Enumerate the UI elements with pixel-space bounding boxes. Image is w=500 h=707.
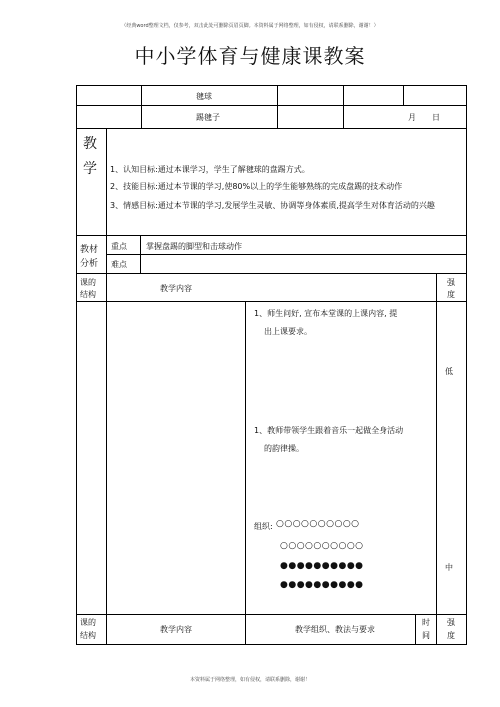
row-line-3 [76,235,467,236]
objectives-label-2: 学 [83,161,97,177]
col-line-material-a [106,235,107,273]
table-top-border [76,85,467,86]
intensity-low: 低 [445,367,453,376]
col-line-row12-c [343,85,344,129]
col-line-footer-time [415,614,416,645]
col-line-intensity [436,273,437,645]
footer-time-1: 时 [422,618,430,627]
step2-line2: 的韵律操。 [264,444,304,453]
step1-line2: 出上课要求。 [264,327,312,336]
content-header: 教学内容 [160,284,192,293]
month-label: 月 [408,113,416,122]
row-line-4 [76,273,467,274]
day-label: 日 [432,113,440,122]
footer-content-header: 教学内容 [160,625,192,634]
objective-item-2: 2、技能目标:通过本节课的学习,使80%以上的学生能够熟练的完成盘踢的技术动作 [110,182,403,191]
col-line-footer-method [245,614,246,645]
footer-note: 本资料属于网络整理，如有侵权，请联系删除，谢谢！ [189,677,310,683]
footer-intensity-1: 强 [447,618,455,627]
key-point-label: 重点 [111,242,127,251]
table-bottom-border [76,644,467,645]
row-line-1 [76,105,467,106]
difficulty-label: 难点 [111,260,127,269]
table-right-border [466,85,467,645]
page-title: 中小学体育与健康课教案 [134,44,366,68]
step1-line1: 1、师生问好, 宣布本堂课的上课内容, 提 [254,309,398,318]
topic-cell: 毽球 [196,92,212,101]
formation-row-3: ●●●●●●●●●● [280,561,364,571]
structure-header-2: 结构 [80,290,96,299]
footer-time-2: 间 [422,631,430,640]
intensity-mid: 中 [445,563,453,572]
key-point-text: 掌握盘踢的脚型和击球动作 [146,242,242,251]
formation-row-2: ○○○○○○○○○○ [280,541,364,551]
objective-item-1: 1、认知目标:通过本课学习，学生了解毽球的盘踢方式。 [110,165,310,174]
row-line-key [106,254,467,255]
col-line-row12-d [403,85,404,105]
row-line-6 [76,614,467,615]
row-line-5 [76,301,467,302]
header-note: （经典word整理文档，仅参考，双击此处可删除页眉页脚。本资料属于网络整理，如有侵权，请联系删除，谢谢！） [121,23,379,29]
content-cell: 踢毽子 [196,113,220,122]
footer-structure-2: 结构 [80,631,96,640]
objectives-label-1: 教 [83,136,97,152]
material-label-1: 教材 [80,245,99,255]
intensity-header-1: 强 [447,278,455,287]
objective-item-3: 3、情感目标:通过本节课的学习,发展学生灵敏、协调等身体素质,提高学生对体育活动的兴趣 [110,201,435,210]
footer-method-header: 教学组织、教法与要求 [295,625,375,634]
footer-structure-1: 课的 [80,618,96,627]
col-line-structure [106,273,107,645]
material-label-2: 分析 [80,259,99,269]
formation-row-4: ●●●●●●●●●● [280,580,364,590]
col-line-row12-b [277,85,278,129]
organization-label: 组织: [254,522,273,531]
intensity-header-2: 度 [447,290,455,299]
col-line-material-b [140,235,141,273]
col-line-objectives [106,128,107,235]
col-line-content [245,301,246,614]
step2-line1: 1、教师带领学生跟着音乐一起做全身活动 [254,426,404,435]
footer-intensity-2: 度 [447,631,455,640]
row-line-2 [76,128,467,129]
table-left-border [76,85,77,645]
formation-row-1: ○○○○○○○○○○ [276,519,360,529]
col-line-row12-a [141,85,142,129]
structure-header-1: 课的 [80,278,96,287]
